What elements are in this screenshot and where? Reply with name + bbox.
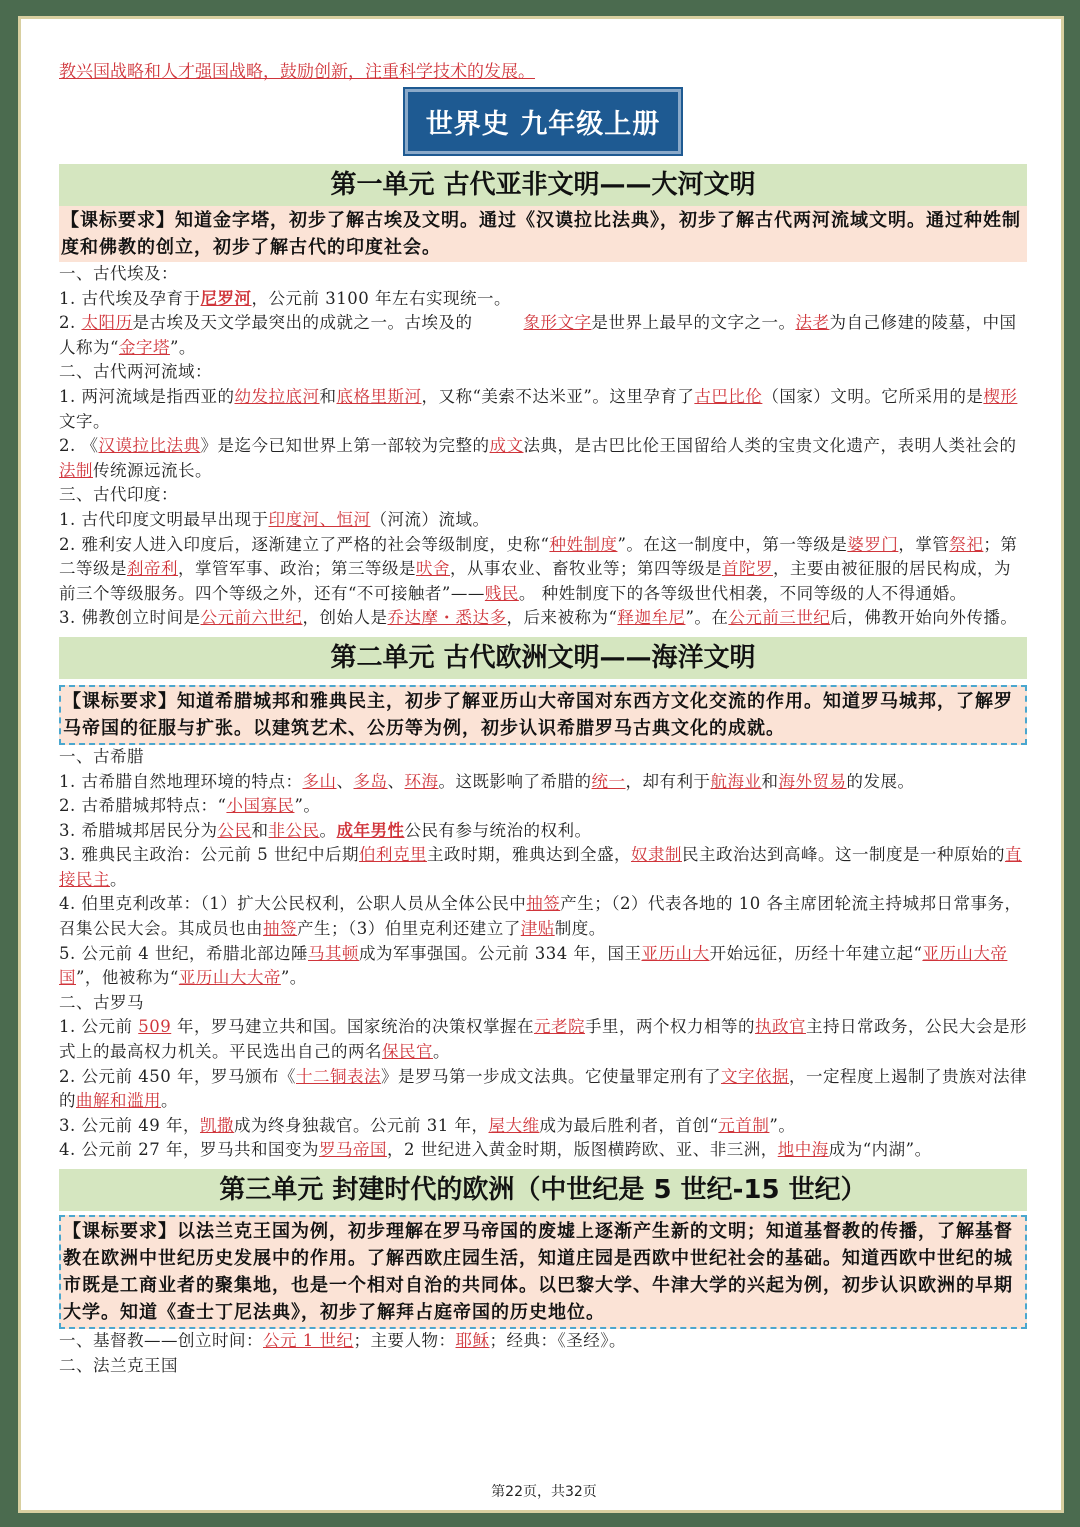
key-term: 成年男性 [336, 820, 405, 840]
key-term: 象形文字 [523, 313, 592, 333]
text-run: 二、古罗马 [59, 992, 144, 1012]
key-term: 保民官 [382, 1042, 433, 1062]
unit-requirement: 【课标要求】知道金字塔，初步了解古埃及文明。通过《汉谟拉比法典》，初步了解古代两河流域文明。通过种姓制度和佛教的创立，初步了解古代的印度社会。 [59, 206, 1027, 262]
text-run: 一、古希腊 [59, 746, 144, 766]
unit-2 [59, 637, 1027, 1163]
text-run: ”。 [280, 968, 307, 988]
key-term: 贱民 [484, 583, 519, 603]
text-run: 、 [336, 771, 354, 791]
key-term: 释迦牟尼 [617, 608, 686, 628]
top-line-text: 教兴国战略和人才强国战略，鼓励创新，注重科学技术的发展。 [59, 62, 535, 82]
paragraph [59, 1329, 1027, 1354]
text-run: 一、古代埃及： [59, 264, 178, 283]
text-run: ，掌管 [898, 534, 950, 554]
key-term: 印度河、恒河 [268, 509, 371, 529]
text-run: 制度。 [554, 919, 606, 939]
text-run: ”。 [294, 796, 321, 816]
text-run: ，却有利于 [625, 771, 711, 791]
key-term: 津贴 [520, 919, 555, 939]
paragraph [59, 991, 1027, 1016]
text-run: 。 种姓制度下的各等级世代相袭，不同等级的人不得通婚。 [518, 583, 967, 603]
key-term: 文字依据 [720, 1066, 789, 1086]
text-run: ”。 [169, 337, 196, 357]
text-run: ，又称“美索不达米亚”。这里孕育了 [421, 386, 695, 406]
unit-title: 第二单元 古代欧洲文明——海洋文明 [59, 637, 1027, 679]
text-run: 主政时期，雅典达到全盛， [426, 845, 631, 865]
text-run: 。 [319, 820, 337, 840]
page-content [59, 59, 1027, 1378]
paragraph [59, 1015, 1027, 1064]
paragraph [59, 1114, 1027, 1139]
key-term: 非公民 [268, 820, 320, 840]
text-run: ；主要人物： [353, 1331, 456, 1350]
text-run: 和 [251, 820, 269, 840]
text-run: ”。在 [685, 608, 729, 628]
key-term: 统一 [591, 771, 626, 791]
text-run: ，从事农业、畜牧业等；第四等级是 [450, 559, 722, 579]
paragraph [59, 533, 1027, 607]
text-run: 1. 公元前 [59, 1017, 139, 1037]
text-run: ，2 世纪进入黄金时期，版图横跨欧、亚、非三洲， [386, 1140, 778, 1160]
paragraph [59, 606, 1027, 631]
key-term: 底格里斯河 [336, 386, 422, 406]
key-term: 屋大维 [488, 1115, 540, 1135]
text-run: 3. 公元前 49 年， [59, 1115, 200, 1135]
text-run: 成为军事强国。公元前 334 年，国王 [358, 943, 642, 963]
text-run: 二、古代两河流域： [59, 362, 212, 382]
text-run: 3. 佛教创立时间是 [59, 608, 201, 628]
text-run: ，掌管军事、政治；第三等级是 [178, 559, 416, 579]
text-run: ，一定程度上遏制了贵族对法律的 [59, 1066, 1027, 1111]
text-run: 5. 公元前 4 世纪，希腊北部边陲 [59, 943, 308, 963]
key-term: 凯撒 [199, 1115, 234, 1135]
key-term: 古巴比伦 [694, 386, 763, 406]
paragraph [59, 262, 1027, 287]
paragraph [59, 1138, 1027, 1163]
text-run: 》是罗马第一步成文法典。它使量罪定刑有了 [380, 1066, 721, 1086]
text-run: 是古埃及天文学最突出的成就之一。古埃及的 [132, 313, 524, 333]
paragraph [59, 942, 1027, 991]
key-term: 汉谟拉比法典 [98, 436, 201, 456]
key-term: 尼罗河 [200, 288, 252, 308]
key-term: 执政官 [754, 1017, 806, 1037]
key-term: 直接民主 [59, 845, 1022, 889]
text-run: 2. 古希腊城邦特点：“ [59, 796, 227, 816]
key-term: 509 [138, 1017, 172, 1037]
text-run: 1. 古代印度文明最早出现于 [59, 509, 269, 529]
paragraph [59, 892, 1027, 941]
text-run: （河流）流域。 [370, 509, 490, 529]
key-term: 地中海 [777, 1140, 829, 1160]
unit-title: 第一单元 古代亚非文明——大河文明 [59, 164, 1027, 206]
paragraph [59, 770, 1027, 795]
text-run: 和 [319, 386, 337, 406]
key-term: 婆罗门 [847, 534, 899, 554]
unit-body [59, 262, 1027, 631]
text-run: ，主要由被征服的居民构成，为前三个等级服务。四个等级之外，还有“不可接触者”—— [59, 559, 1011, 603]
paragraph [59, 508, 1027, 533]
key-term: 公民 [217, 820, 252, 840]
unit-body [59, 745, 1027, 1163]
key-term: 元老院 [533, 1017, 585, 1037]
text-run: 4. 伯里克利改革：（1）扩大公民权利，公职人员从全体公民中 [59, 894, 527, 914]
paragraph [59, 360, 1027, 385]
text-run: 的发展。 [846, 771, 915, 791]
key-term: 航海业 [710, 771, 762, 791]
key-term: 幼发拉底河 [234, 386, 320, 406]
key-term: 公元前三世纪 [728, 608, 831, 628]
text-run: 公民有参与统治的权利。 [404, 820, 592, 840]
text-run: ”。在这一制度中，第一等级是 [617, 534, 848, 554]
book-title-wrap [59, 89, 1027, 154]
text-run: 》是迄今已知世界上第一部较为完整的 [200, 436, 490, 456]
unit-requirement: 【课标要求】以法兰克王国为例，初步理解在罗马帝国的废墟上逐渐产生新的文明；知道基督教的传播，了解基督教在欧洲中世纪历史发展中的作用。了解西欧庄园生活，知道庄园是西欧中世纪社会的基础。知道西欧中世纪的城市既是工商业者的聚集地，也是一个相对自治的共同体。以巴黎大学、牛津大学的兴起为例，初步认识欧洲的早期大学。知道《查士丁尼法典》，初步了解拜占庭帝国的历史地位。 [59, 1215, 1027, 1329]
text-run: 。这既影响了希腊的 [438, 771, 592, 791]
paragraph [59, 819, 1027, 844]
key-term: 亚历山大 [641, 943, 710, 963]
key-term: 元首制 [718, 1115, 770, 1135]
key-term: 抽签 [526, 894, 561, 914]
text-run: 产生；（2）代表各地的 10 各主席团轮流主持城邦日常事务，召集公民大会。其成员也由 [59, 894, 1022, 939]
unit-3 [59, 1169, 1027, 1378]
paragraph [59, 311, 1027, 360]
text-run: 手里，两个权力相等的 [584, 1017, 755, 1037]
key-term: 多山 [302, 771, 337, 791]
key-term: 刹帝利 [127, 559, 178, 579]
paragraph [59, 385, 1027, 434]
page-footer: 第22页，共32页 [491, 1484, 597, 1500]
text-run: ；第二等级是 [59, 534, 1018, 579]
text-run: ，公元前 3100 年左右实现统一。 [251, 288, 511, 308]
text-run: 。 [433, 1042, 450, 1062]
text-run: 、 [387, 771, 405, 791]
paragraph [59, 1065, 1027, 1114]
key-term: 公元前六世纪 [200, 608, 303, 628]
paragraph [59, 843, 1027, 892]
key-term: 楔形 [983, 386, 1018, 406]
paragraph [59, 1354, 1027, 1379]
text-run: ，创始人是 [302, 608, 388, 628]
key-term: 马其顿 [307, 943, 359, 963]
unit-body [59, 1329, 1027, 1378]
key-term: 法老 [795, 313, 830, 333]
text-run: 二、法兰克王国 [59, 1355, 178, 1375]
text-run: 1. 古代埃及孕育于 [59, 288, 201, 308]
text-run: 1. 两河流域是指西亚的 [59, 386, 235, 406]
text-run: ；经典：《圣经》。 [489, 1331, 626, 1350]
text-run: 为自己修建的陵墓，中国人称为“ [59, 313, 1017, 357]
paragraph [59, 287, 1027, 312]
key-term: 十二铜表法 [295, 1066, 381, 1086]
paragraph [59, 794, 1027, 819]
text-run: 2. 《 [59, 436, 99, 456]
key-term: 伯利克里 [358, 845, 427, 865]
key-term: 成文 [489, 436, 524, 456]
text-run: 4. 公元前 27 年，罗马共和国变为 [59, 1140, 319, 1160]
paragraph [59, 434, 1027, 483]
key-term: 首陀罗 [722, 559, 773, 579]
text-run: 1. 古希腊自然地理环境的特点： [59, 771, 303, 791]
text-run: 。 [161, 1091, 178, 1111]
text-run: 年，罗马建立共和国。国家统治的决策权掌握在 [171, 1017, 534, 1037]
key-term: 曲解和滥用 [76, 1091, 161, 1111]
text-run: ”。 [769, 1115, 796, 1135]
text-run: （国家）文明。它所采用的是 [762, 386, 984, 406]
document-page [18, 16, 1064, 1513]
book-title: 世界史 九年级上册 [405, 89, 681, 154]
text-run: 成为最后胜利者，首创“ [539, 1115, 719, 1135]
key-term: 罗马帝国 [318, 1140, 387, 1160]
key-term: 亚历山大帝国 [59, 943, 1008, 988]
key-term: 抽签 [263, 919, 297, 939]
text-run: 是世界上最早的文字之一。 [591, 313, 796, 333]
key-term: 奴隶制 [630, 845, 682, 865]
text-run: 主持日常政务，公民大会是形式上的最高权力机关。平民选出自己的两名 [59, 1017, 1027, 1062]
text-run: 三、古代印度： [59, 485, 178, 505]
text-run: 传统源远流长。 [93, 460, 212, 480]
key-term: 耶稣 [455, 1331, 490, 1350]
text-run: 3. 希腊城邦居民分为 [59, 820, 218, 840]
key-term: 公元 1 世纪 [263, 1331, 354, 1350]
text-run: 3. 雅典民主政治：公元前 5 世纪中后期 [59, 845, 359, 865]
key-term: 吠舍 [416, 559, 450, 579]
key-term: 多岛 [353, 771, 388, 791]
text-run: 2. 雅利安人进入印度后，逐渐建立了严格的社会等级制度，史称“ [59, 534, 550, 554]
text-run: 后，佛教开始向外传播。 [830, 608, 1018, 628]
key-term: 金字塔 [118, 337, 170, 357]
paragraph [59, 745, 1027, 770]
text-run: 法典，是古巴比伦王国留给人类的宝贵文化遗产，表明人类社会的 [523, 436, 1017, 456]
key-term: 法制 [59, 460, 93, 480]
text-run: 和 [761, 771, 779, 791]
text-run: 。 [110, 869, 127, 889]
text-run: ”，他被称为“ [76, 968, 179, 988]
text-run: ，后来被称为“ [506, 608, 618, 628]
key-term: 小国寡民 [226, 796, 295, 816]
text-run: 民主政治达到高峰。这一制度是一种原始的 [681, 845, 1005, 865]
key-term: 太阳历 [81, 313, 133, 333]
text-run: 成为终身独裁官。公元前 31 年， [233, 1115, 489, 1135]
unit-requirement: 【课标要求】知道希腊城邦和雅典民主，初步了解亚历山大帝国对东西方文化交流的作用。知道罗马城邦，了解罗马帝国的征服与扩张。以建筑艺术、公历等为例，初步认识希腊罗马古典文化的成就。 [59, 685, 1027, 745]
key-term: 乔达摩・悉达多 [387, 608, 507, 628]
unit-title: 第三单元 封建时代的欧洲（中世纪是 5 世纪-15 世纪） [59, 1169, 1027, 1211]
key-term: 环海 [404, 771, 439, 791]
key-term: 亚历山大大帝 [178, 968, 281, 988]
text-run: 开始远征，历经十年建立起“ [709, 943, 923, 963]
text-run: 2. [59, 313, 82, 333]
text-run: 成为“内湖”。 [828, 1140, 932, 1160]
text-run: 文字。 [59, 411, 110, 431]
text-run: 2. 公元前 450 年，罗马颁布《 [59, 1066, 296, 1086]
unit-1 [59, 164, 1027, 631]
text-run: 一、基督教——创立时间： [59, 1331, 263, 1350]
key-term: 海外贸易 [778, 771, 847, 791]
key-term: 祭祀 [949, 534, 984, 554]
text-run: 产生；（3）伯里克利还建立了 [297, 919, 521, 939]
key-term: 种姓制度 [549, 534, 618, 554]
paragraph [59, 483, 1027, 508]
